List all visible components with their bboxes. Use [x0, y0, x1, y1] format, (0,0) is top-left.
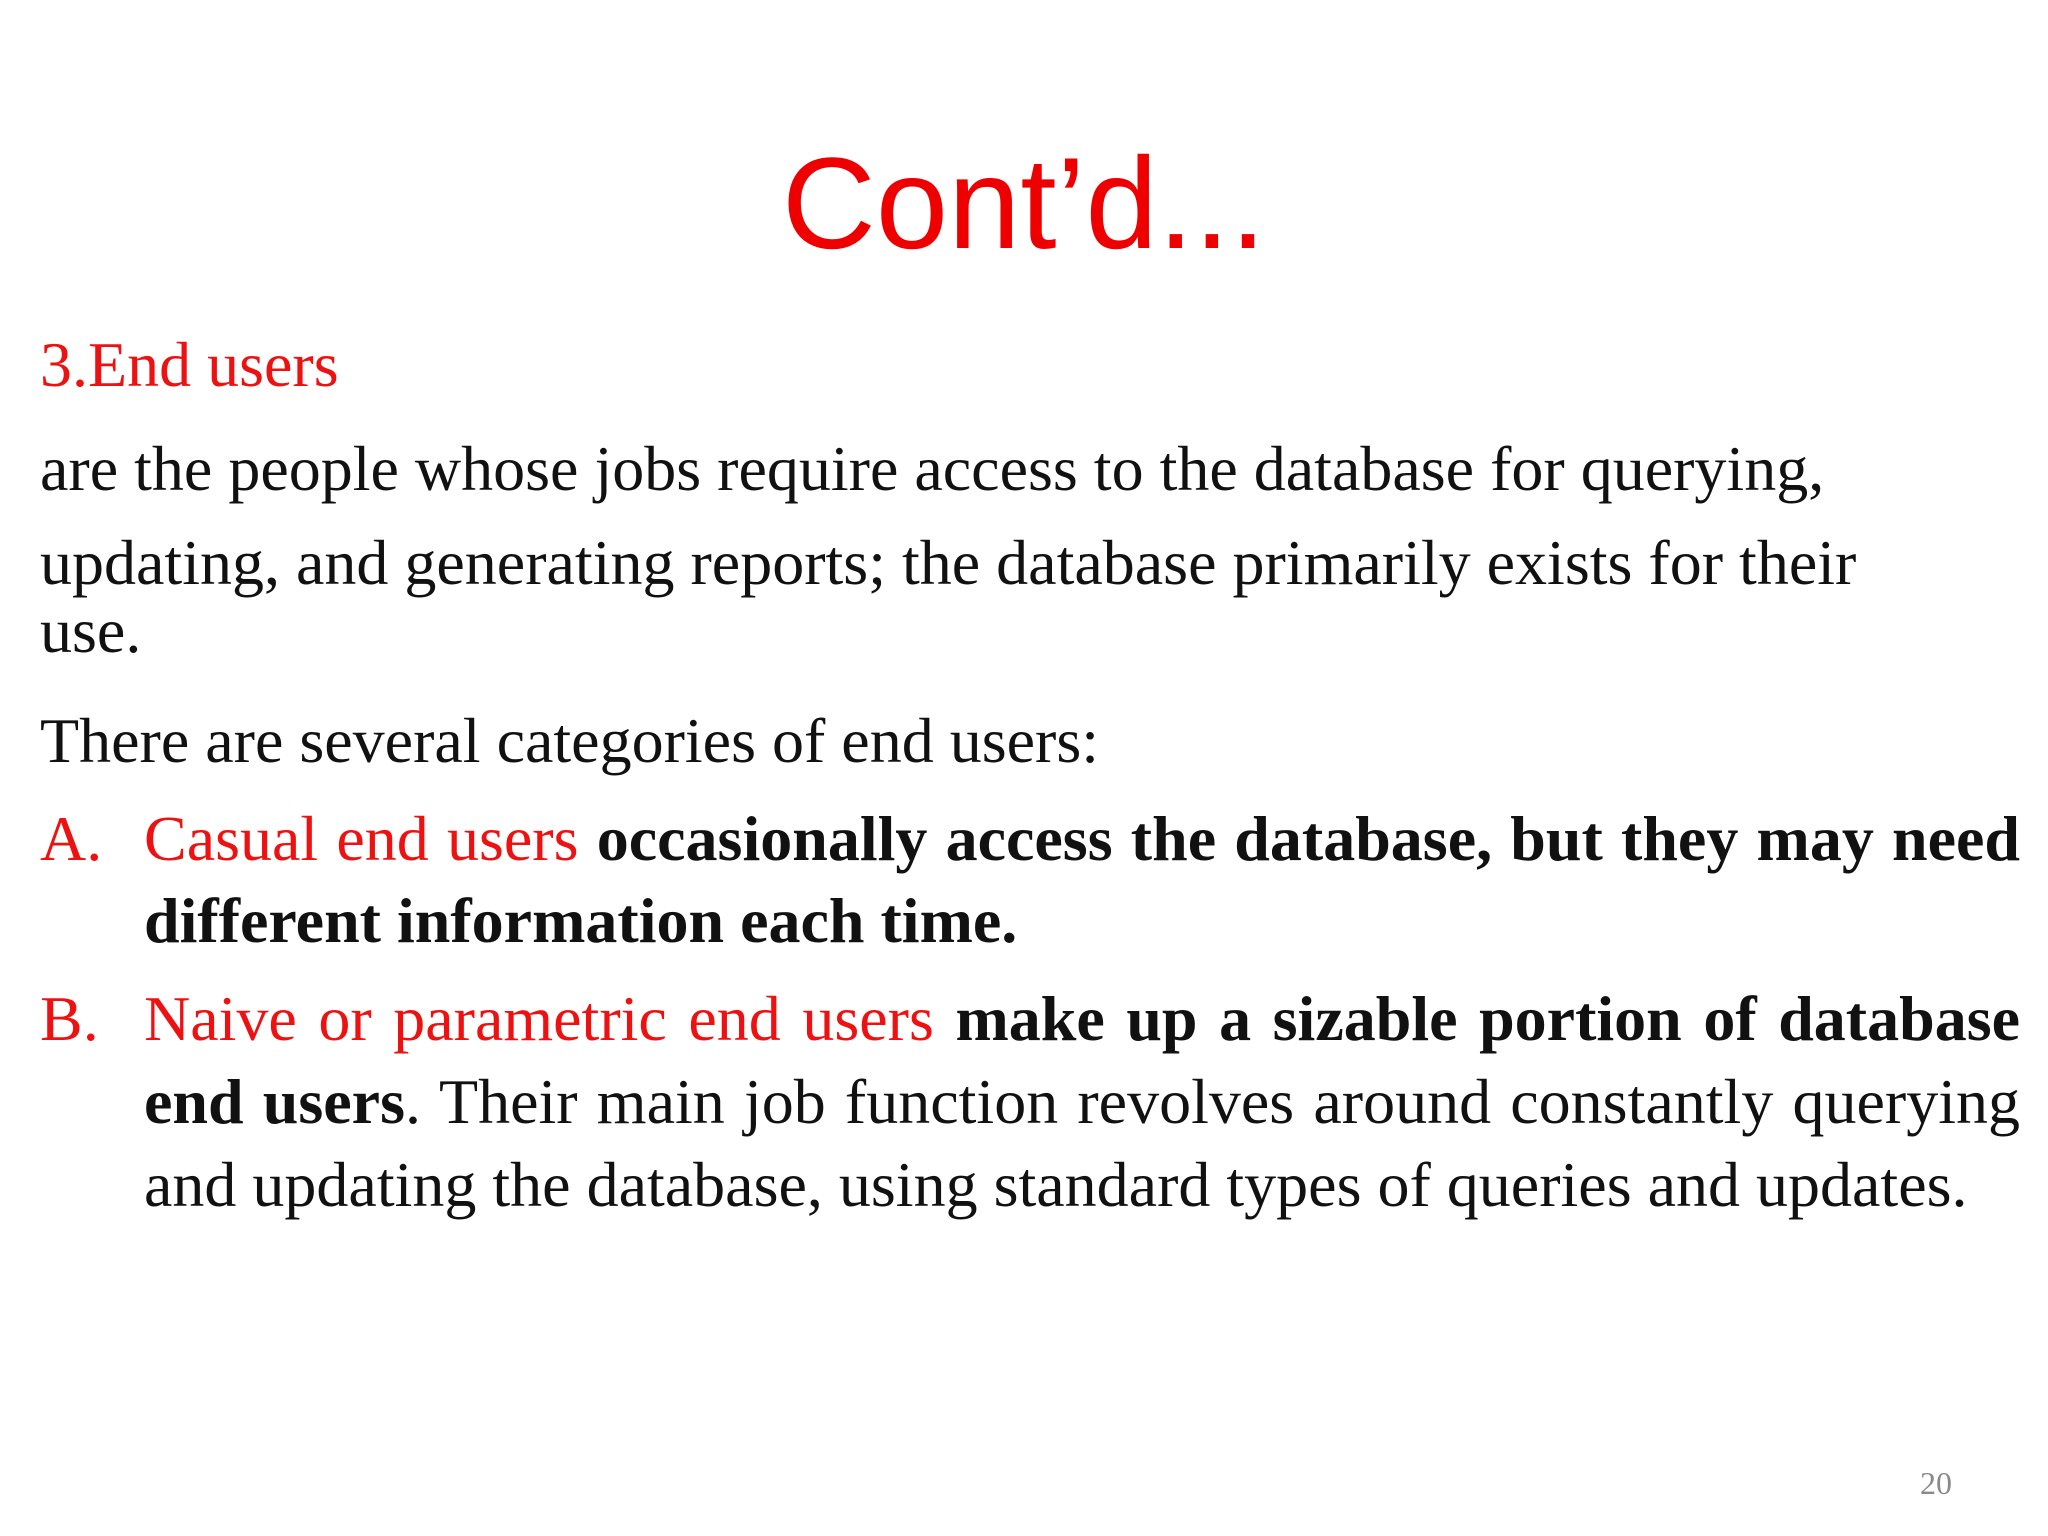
list-item-casual-users [40, 798, 2020, 962]
intro-main-text: are the people whose jobs require access to the database for querying, updating, and generating reports; the database primarily exists for their [40, 433, 1857, 598]
list-item-bold-text: make up a sizable portion of database end users [144, 983, 2021, 1137]
list-item-term: Naive or parametric end users [144, 983, 934, 1054]
list-item-naive-users [40, 977, 2020, 1226]
list-item-rest-text: . Their main job function revolves around constantly querying and updating the database, using standard types of queries and updates. [144, 1066, 2021, 1220]
page-number: 20 [1920, 1465, 1952, 1501]
list-item-content [144, 798, 2020, 962]
intro-paragraph [40, 422, 2020, 665]
list-item-term: Casual end users [144, 803, 579, 874]
section-heading: 3.End users [40, 329, 339, 400]
slide-title: Cont’d... [781, 130, 1267, 276]
list-marker: B. [40, 983, 99, 1054]
categories-intro: There are several categories of end users: [40, 705, 1099, 776]
intro-tail-text: use. [40, 595, 142, 666]
list-item-content [144, 977, 2020, 1226]
list-marker: A. [40, 803, 103, 874]
list-item-bold-text: occasionally access the database, but they may need different information each time. [144, 803, 2021, 956]
